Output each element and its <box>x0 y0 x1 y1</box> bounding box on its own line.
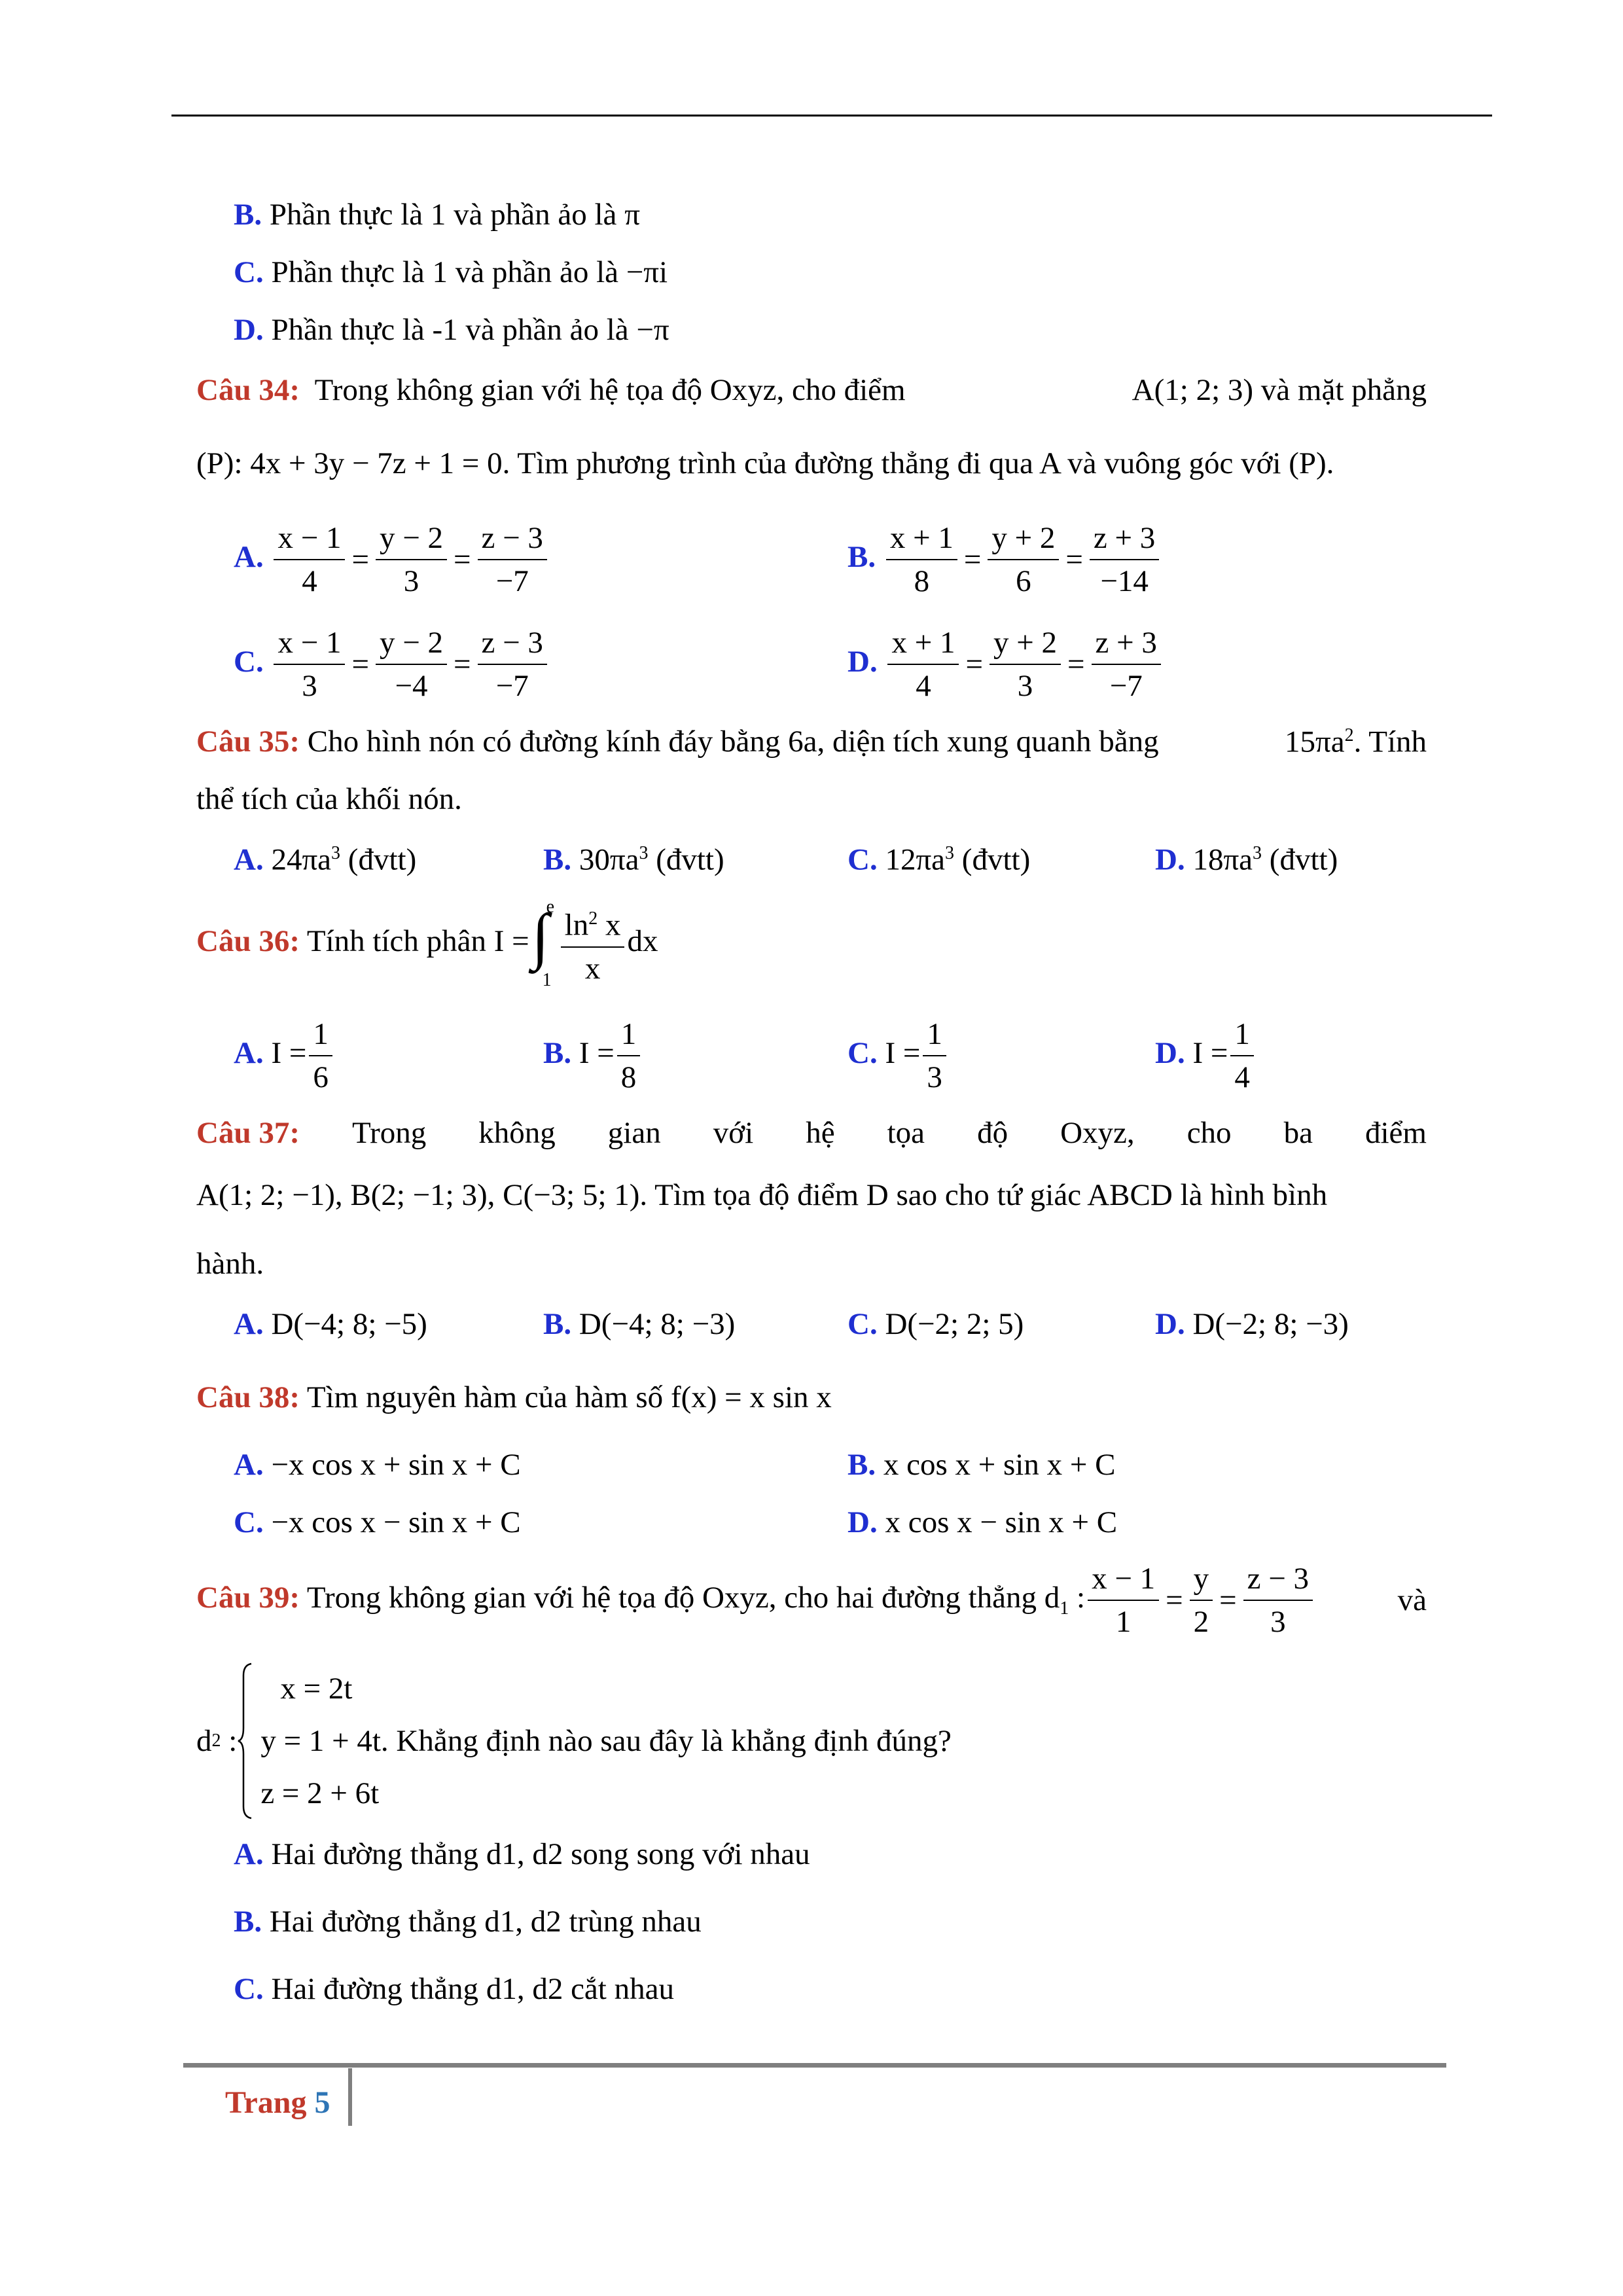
lower-limit: 1 <box>542 970 552 990</box>
q38-option-b <box>847 1450 1115 1480</box>
option-label: D. <box>1155 1307 1185 1341</box>
option-unit: (đvtt) <box>340 842 417 877</box>
numerator-tail: x <box>597 908 621 942</box>
question-text: và mặt phẳng <box>1253 373 1427 407</box>
page-label: Trang <box>225 2085 307 2120</box>
q39-stem-line2: d 2 : x = 2t y = 1 + 4t z = 2 + 6t . Khẳng định nào sau đây là khẳng định đúng? <box>196 1662 952 1820</box>
conjunction: và <box>1397 1583 1427 1617</box>
option-label: C. <box>234 644 264 679</box>
question-text: thể tích của khối nón. <box>196 782 462 816</box>
plane-equation: (P): 4x + 3y − 7z + 1 = 0 <box>196 446 503 480</box>
option-lhs: I = <box>885 1035 921 1070</box>
option-label: A. <box>234 539 264 574</box>
denominator: 3 <box>927 1060 942 1094</box>
integrand: $\frac{\ln^2 x}{x}$ <box>561 898 625 990</box>
q35-stem-line2 <box>196 784 462 815</box>
numerator: 1 <box>923 1013 946 1056</box>
option-lhs: I = <box>1192 1035 1228 1070</box>
option-label: C. <box>847 842 878 877</box>
denominator: 6 <box>313 1060 329 1094</box>
option-text: Hai đường thẳng <box>271 1972 486 2006</box>
fraction <box>478 622 547 707</box>
option-label: C. <box>234 1505 264 1539</box>
numerator: y <box>1190 1558 1213 1601</box>
option-label: D. <box>234 313 264 347</box>
option-label: D. <box>1155 1035 1185 1070</box>
denominator: 4 <box>1234 1060 1250 1094</box>
question-text: Trong không gian với hệ tọa độ Oxyz, cho hai đường thẳng <box>306 1580 1044 1615</box>
denominator: 8 <box>620 1060 637 1094</box>
numerator: 1 <box>309 1013 332 1056</box>
numerator: z − 3 <box>478 622 547 665</box>
q33-option-c <box>234 257 668 288</box>
numerator: y − 2 <box>376 517 447 560</box>
q35-stem-line1: Câu 35: Cho hình nón có đường kính đáy bằng 6a, diện tích xung quanh bằng $15\pi a^2$. Tính <box>196 725 1427 759</box>
numerator: 1 <box>1230 1013 1254 1056</box>
question-text: Trong không gian với hệ tọa độ Oxyz, cho điểm <box>314 373 906 407</box>
option-label: A. <box>234 1837 264 1871</box>
option-label: C. <box>234 1972 264 2006</box>
option-text: Phần thực là 1 và phần ảo là <box>271 255 626 289</box>
denominator: 6 <box>1016 564 1031 598</box>
fraction <box>1092 622 1161 707</box>
word: ba <box>1283 1116 1313 1150</box>
fraction <box>1090 517 1159 602</box>
option-value: D(−4; 8; −3) <box>579 1307 736 1341</box>
word: hệ <box>806 1116 835 1150</box>
option-value: D(−2; 2; 5) <box>885 1307 1024 1341</box>
question-text: Tìm nguyên hàm của hàm số <box>306 1380 671 1414</box>
denominator: 4 <box>302 564 317 598</box>
page-value: 5 <box>314 2085 330 2120</box>
q39-stem-line1: Câu 39: Trong không gian với hệ tọa độ Oxyz, cho hai đường thẳng $d_1$ : $\frac{x - 1}{1}$ = $\frac{y}{2}$ = $\frac{z - 3}{3}$ và <box>196 1558 1427 1643</box>
q34-option-b: B. $\frac{x + 1}{8}$ = $\frac{y + 2}{6}$ = $\frac{z + 3}{-14}$ <box>847 517 1162 602</box>
integral-sign: ∫ e 1 <box>531 897 555 990</box>
lateral-area: 15πa <box>1284 725 1345 759</box>
q38-option-c <box>234 1507 521 1538</box>
line-d1: d <box>1044 1580 1060 1615</box>
option-value: 18πa <box>1192 842 1253 877</box>
option-math: π <box>624 198 640 232</box>
option-math: −πi <box>626 255 668 289</box>
q37-option-b <box>543 1309 735 1340</box>
q39-option-b <box>234 1907 702 1937</box>
q36-option-b <box>543 1013 643 1098</box>
numerator: z + 3 <box>1092 622 1161 665</box>
option-label: A. <box>234 842 264 877</box>
q34-stem-line1 <box>196 375 1427 406</box>
function: f(x) = x sin x <box>670 1380 832 1414</box>
numerator: z + 3 <box>1090 517 1159 560</box>
option-label: D. <box>847 1505 878 1539</box>
option-value: D(−2; 8; −3) <box>1192 1307 1349 1341</box>
q37-stem-line3 <box>196 1249 264 1280</box>
question-title: Câu 37: <box>196 1116 300 1150</box>
option-value: −x cos x + sin x + C <box>271 1448 521 1482</box>
word: độ <box>977 1116 1008 1150</box>
option-text: song song với nhau <box>563 1837 810 1871</box>
numerator: x − 1 <box>274 517 345 560</box>
option-label: C. <box>847 1035 878 1070</box>
numerator: x + 1 <box>887 622 959 665</box>
points: A(1; 2; −1), B(2; −1; 3), C(−3; 5; 1) <box>196 1178 640 1212</box>
page-number <box>225 2085 330 2121</box>
header-rule <box>171 115 1492 117</box>
fraction <box>990 622 1061 707</box>
option-value: −x cos x − sin x + C <box>271 1505 521 1539</box>
q35-option-c: C. $12\pi a^3$ (đvtt) <box>847 842 1031 877</box>
equation-y: y = 1 + 4t <box>260 1724 381 1758</box>
word: cho <box>1186 1116 1232 1150</box>
denominator: 4 <box>916 669 931 703</box>
numerator: z − 3 <box>1243 1558 1313 1601</box>
fraction <box>886 517 957 602</box>
denominator: −7 <box>495 564 529 598</box>
question-text: Cho hình nón có đường kính đáy bằng 6a, diện tích xung quanh bằng <box>307 725 1159 759</box>
denominator: −14 <box>1100 564 1149 598</box>
option-text: Hai đường thẳng <box>269 1905 485 1939</box>
numerator: 1 <box>617 1013 641 1056</box>
numerator: x − 1 <box>274 622 345 665</box>
point-a: A(1; 2; 3) <box>1132 373 1254 407</box>
denominator: x <box>584 951 601 986</box>
option-label: D. <box>1155 842 1185 877</box>
option-lhs: I = <box>579 1035 615 1070</box>
word: Trong <box>352 1116 427 1150</box>
q37-stem-line1 <box>196 1118 1427 1149</box>
option-unit: (đvtt) <box>648 842 724 877</box>
denominator: 3 <box>403 564 419 598</box>
q36-option-a <box>234 1013 335 1098</box>
option-text: trùng nhau <box>561 1905 702 1939</box>
option-label: B. <box>234 198 262 232</box>
parametric-system <box>237 1662 381 1820</box>
fraction <box>376 517 447 602</box>
q34-option-c: C. $\frac{x - 1}{3}$ = $\frac{y - 2}{-4}$ = $\frac{z - 3}{-7}$ <box>234 622 550 707</box>
option-value: 30πa <box>579 842 639 877</box>
question-title: Câu 38: <box>196 1380 300 1414</box>
denominator: 1 <box>1115 1605 1132 1639</box>
option-label: A. <box>234 1035 264 1070</box>
word: tọa <box>887 1116 925 1150</box>
denominator: −4 <box>395 669 428 703</box>
numerator: y + 2 <box>988 517 1059 560</box>
option-math: −π <box>636 313 669 347</box>
q35-option-b: B. $30\pi a^3$ (đvtt) <box>543 842 724 877</box>
option-label: B. <box>234 1905 262 1939</box>
numerator: x + 1 <box>886 517 957 560</box>
denominator: 3 <box>302 669 317 703</box>
option-text: cắt nhau <box>563 1972 674 2006</box>
denominator: 8 <box>914 564 930 598</box>
option-value: 12πa <box>885 842 946 877</box>
numerator: z − 3 <box>478 517 547 560</box>
footer-rule <box>183 2063 1446 2068</box>
differential: dx <box>627 924 658 958</box>
fraction <box>887 622 959 707</box>
option-label: D. <box>847 644 878 679</box>
option-label: A. <box>234 1307 264 1341</box>
fraction <box>478 517 547 602</box>
word: Oxyz, <box>1060 1116 1135 1150</box>
option-label: C. <box>234 255 264 289</box>
denominator: 3 <box>1017 669 1033 703</box>
q38-option-a <box>234 1450 521 1480</box>
option-lines: d1, d2 <box>486 1972 563 2006</box>
question-text: hành. <box>196 1247 264 1281</box>
q39-option-a <box>234 1839 810 1870</box>
option-value: 24πa <box>271 842 332 877</box>
fraction <box>988 517 1059 602</box>
q36-option-c <box>847 1013 949 1098</box>
option-label: B. <box>543 1035 572 1070</box>
numerator: y − 2 <box>376 622 447 665</box>
word: gian <box>607 1116 661 1150</box>
q38-option-d <box>847 1507 1117 1538</box>
word: với <box>713 1116 754 1150</box>
equation-z: z = 2 + 6t <box>260 1776 380 1810</box>
q34-option-a: A. $\frac{x - 1}{4}$ = $\frac{y - 2}{3}$ = $\frac{z - 3}{-7}$ <box>234 517 550 602</box>
numerator: ln <box>564 908 589 942</box>
line-d2: d <box>196 1723 212 1758</box>
option-unit: (đvtt) <box>954 842 1031 877</box>
question-text: Tính tích phân <box>306 924 494 958</box>
denominator: −7 <box>1109 669 1143 703</box>
q36-option-d <box>1155 1013 1257 1098</box>
option-lhs: I = <box>271 1035 307 1070</box>
q38-stem <box>196 1382 832 1413</box>
question-text: . Khẳng định nào sau đây là khẳng định đúng? <box>380 1723 952 1758</box>
upper-limit: e <box>546 897 555 917</box>
option-label: B. <box>543 842 572 877</box>
denominator: 2 <box>1193 1605 1209 1639</box>
question-text: . Tính <box>1353 725 1427 759</box>
question-text: . Tìm tọa độ điểm D sao cho tứ giác ABCD là hình bình <box>639 1178 1328 1212</box>
option-value: D(−4; 8; −5) <box>271 1307 427 1341</box>
equation-x: x = 2t <box>280 1672 353 1706</box>
q35-option-d: D. $18\pi a^3$ (đvtt) <box>1155 842 1338 877</box>
q35-option-a: A. $24\pi a^3$ (đvtt) <box>234 842 417 877</box>
option-value: x cos x + sin x + C <box>883 1448 1116 1482</box>
option-text: Phần thực là -1 và phần ảo là <box>271 313 637 347</box>
option-text: Hai đường thẳng <box>271 1837 486 1871</box>
question-title: Câu 39: <box>196 1580 300 1615</box>
option-lines: d1, d2 <box>486 1837 563 1871</box>
question-title: Câu 34: <box>196 373 300 407</box>
fraction <box>274 517 345 602</box>
fraction <box>376 622 447 707</box>
integral-lhs: I = <box>493 924 529 958</box>
word: không <box>478 1116 556 1150</box>
option-label: B. <box>847 1448 876 1482</box>
question-title: Câu 35: <box>196 725 300 759</box>
option-label: B. <box>847 539 876 574</box>
q37-stem-line2 <box>196 1180 1427 1211</box>
question-text: . Tìm phương trình của đường thẳng đi qua A và vuông góc với (P). <box>502 446 1334 480</box>
q33-option-b <box>234 200 640 230</box>
option-value: x cos x − sin x + C <box>885 1505 1118 1539</box>
option-label: A. <box>234 1448 264 1482</box>
option-label: C. <box>847 1307 878 1341</box>
option-lines: d1, d2 <box>484 1905 562 1939</box>
q33-option-d <box>234 315 669 346</box>
numerator: y + 2 <box>990 622 1061 665</box>
word: điểm <box>1365 1116 1427 1150</box>
option-unit: (đvtt) <box>1262 842 1338 877</box>
q37-option-a <box>234 1309 427 1340</box>
question-title: Câu 36: <box>196 924 300 958</box>
denominator: −7 <box>495 669 529 703</box>
numerator: x − 1 <box>1088 1558 1159 1601</box>
footer-divider <box>348 2068 352 2126</box>
q37-option-d <box>1155 1309 1349 1340</box>
fraction <box>274 622 345 707</box>
q34-stem-line2 <box>196 448 1334 479</box>
q39-option-c <box>234 1974 674 2005</box>
q37-option-c <box>847 1309 1024 1340</box>
option-text: Phần thực là 1 và phần ảo là <box>269 198 625 232</box>
option-label: B. <box>543 1307 572 1341</box>
denominator: 3 <box>1270 1605 1286 1639</box>
q36-stem <box>196 898 658 990</box>
brace-icon <box>237 1662 254 1820</box>
q34-option-d: D. $\frac{x + 1}{4}$ = $\frac{y + 2}{3}$ = $\frac{z + 3}{-7}$ <box>847 622 1164 707</box>
